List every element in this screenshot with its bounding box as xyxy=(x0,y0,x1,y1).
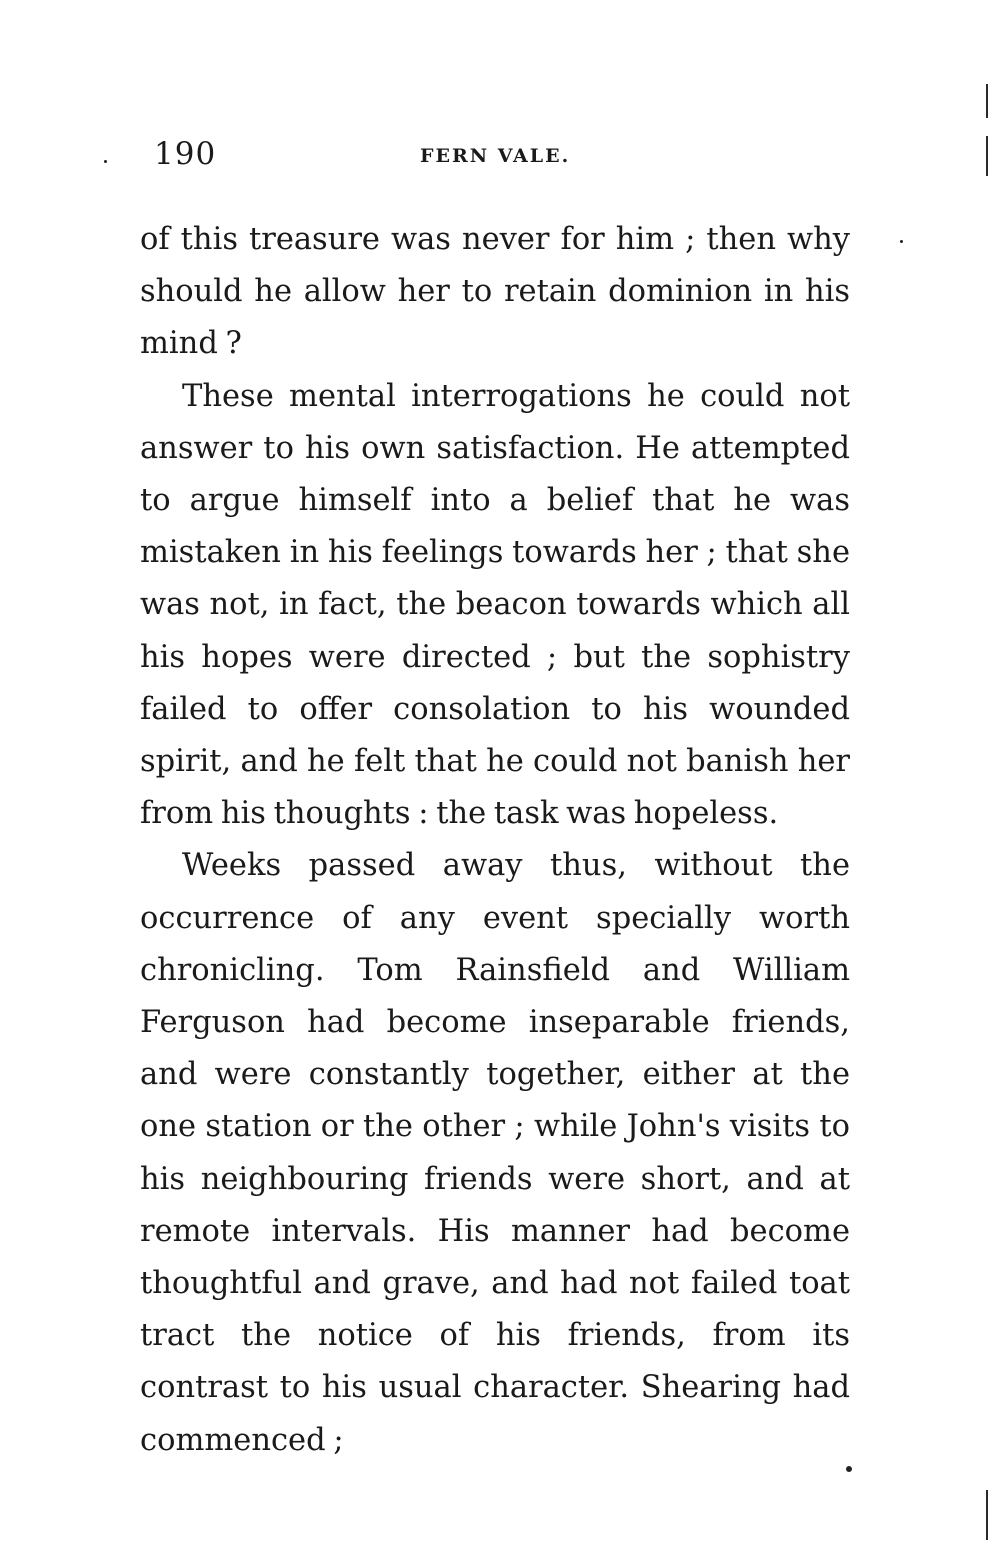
scan-edge-mark-top xyxy=(986,84,988,118)
scan-speck-bottom xyxy=(846,1466,852,1472)
scan-edge-mark-bottom xyxy=(986,1490,988,1540)
scan-speck-left xyxy=(104,160,107,163)
page-number: 190 xyxy=(154,136,217,172)
running-title: FERN VALE. xyxy=(420,145,571,167)
paragraph-1: of this treasure was never for him ; then why should he allow her to retain dominion in his mind ? xyxy=(140,222,850,362)
page-header xyxy=(150,134,710,174)
scan-edge-mark-middle xyxy=(986,136,988,176)
paragraph-3: Weeks passed away thus, without the occurrence of any event specially worth chronicling. Tom Rainsfield and William Ferguson had become inseparable friends, and were constantly together, either at the one station or the other ; while John's visits to his neighbouring friends were short, and at remote intervals. His manner had become thoughtful and grave, and had not failed toat tract the notice of his friends, from its contrast to his usual character. Shearing had commenced ; xyxy=(140,848,850,1458)
body-text xyxy=(140,214,850,1467)
paragraph-2: These mental interrogations he could not answer to his own satisfaction. He attempted to argue himself into a belief that he was mistaken in his feelings towards her ; that she was not, in fact, the beacon towards which all his hopes were directed ; but the sophistry failed to offer consolation to his wounded spirit, and he felt that he could not banish her from his thoughts : the task was hopeless. xyxy=(140,378,850,832)
scan-speck-right xyxy=(900,240,903,243)
